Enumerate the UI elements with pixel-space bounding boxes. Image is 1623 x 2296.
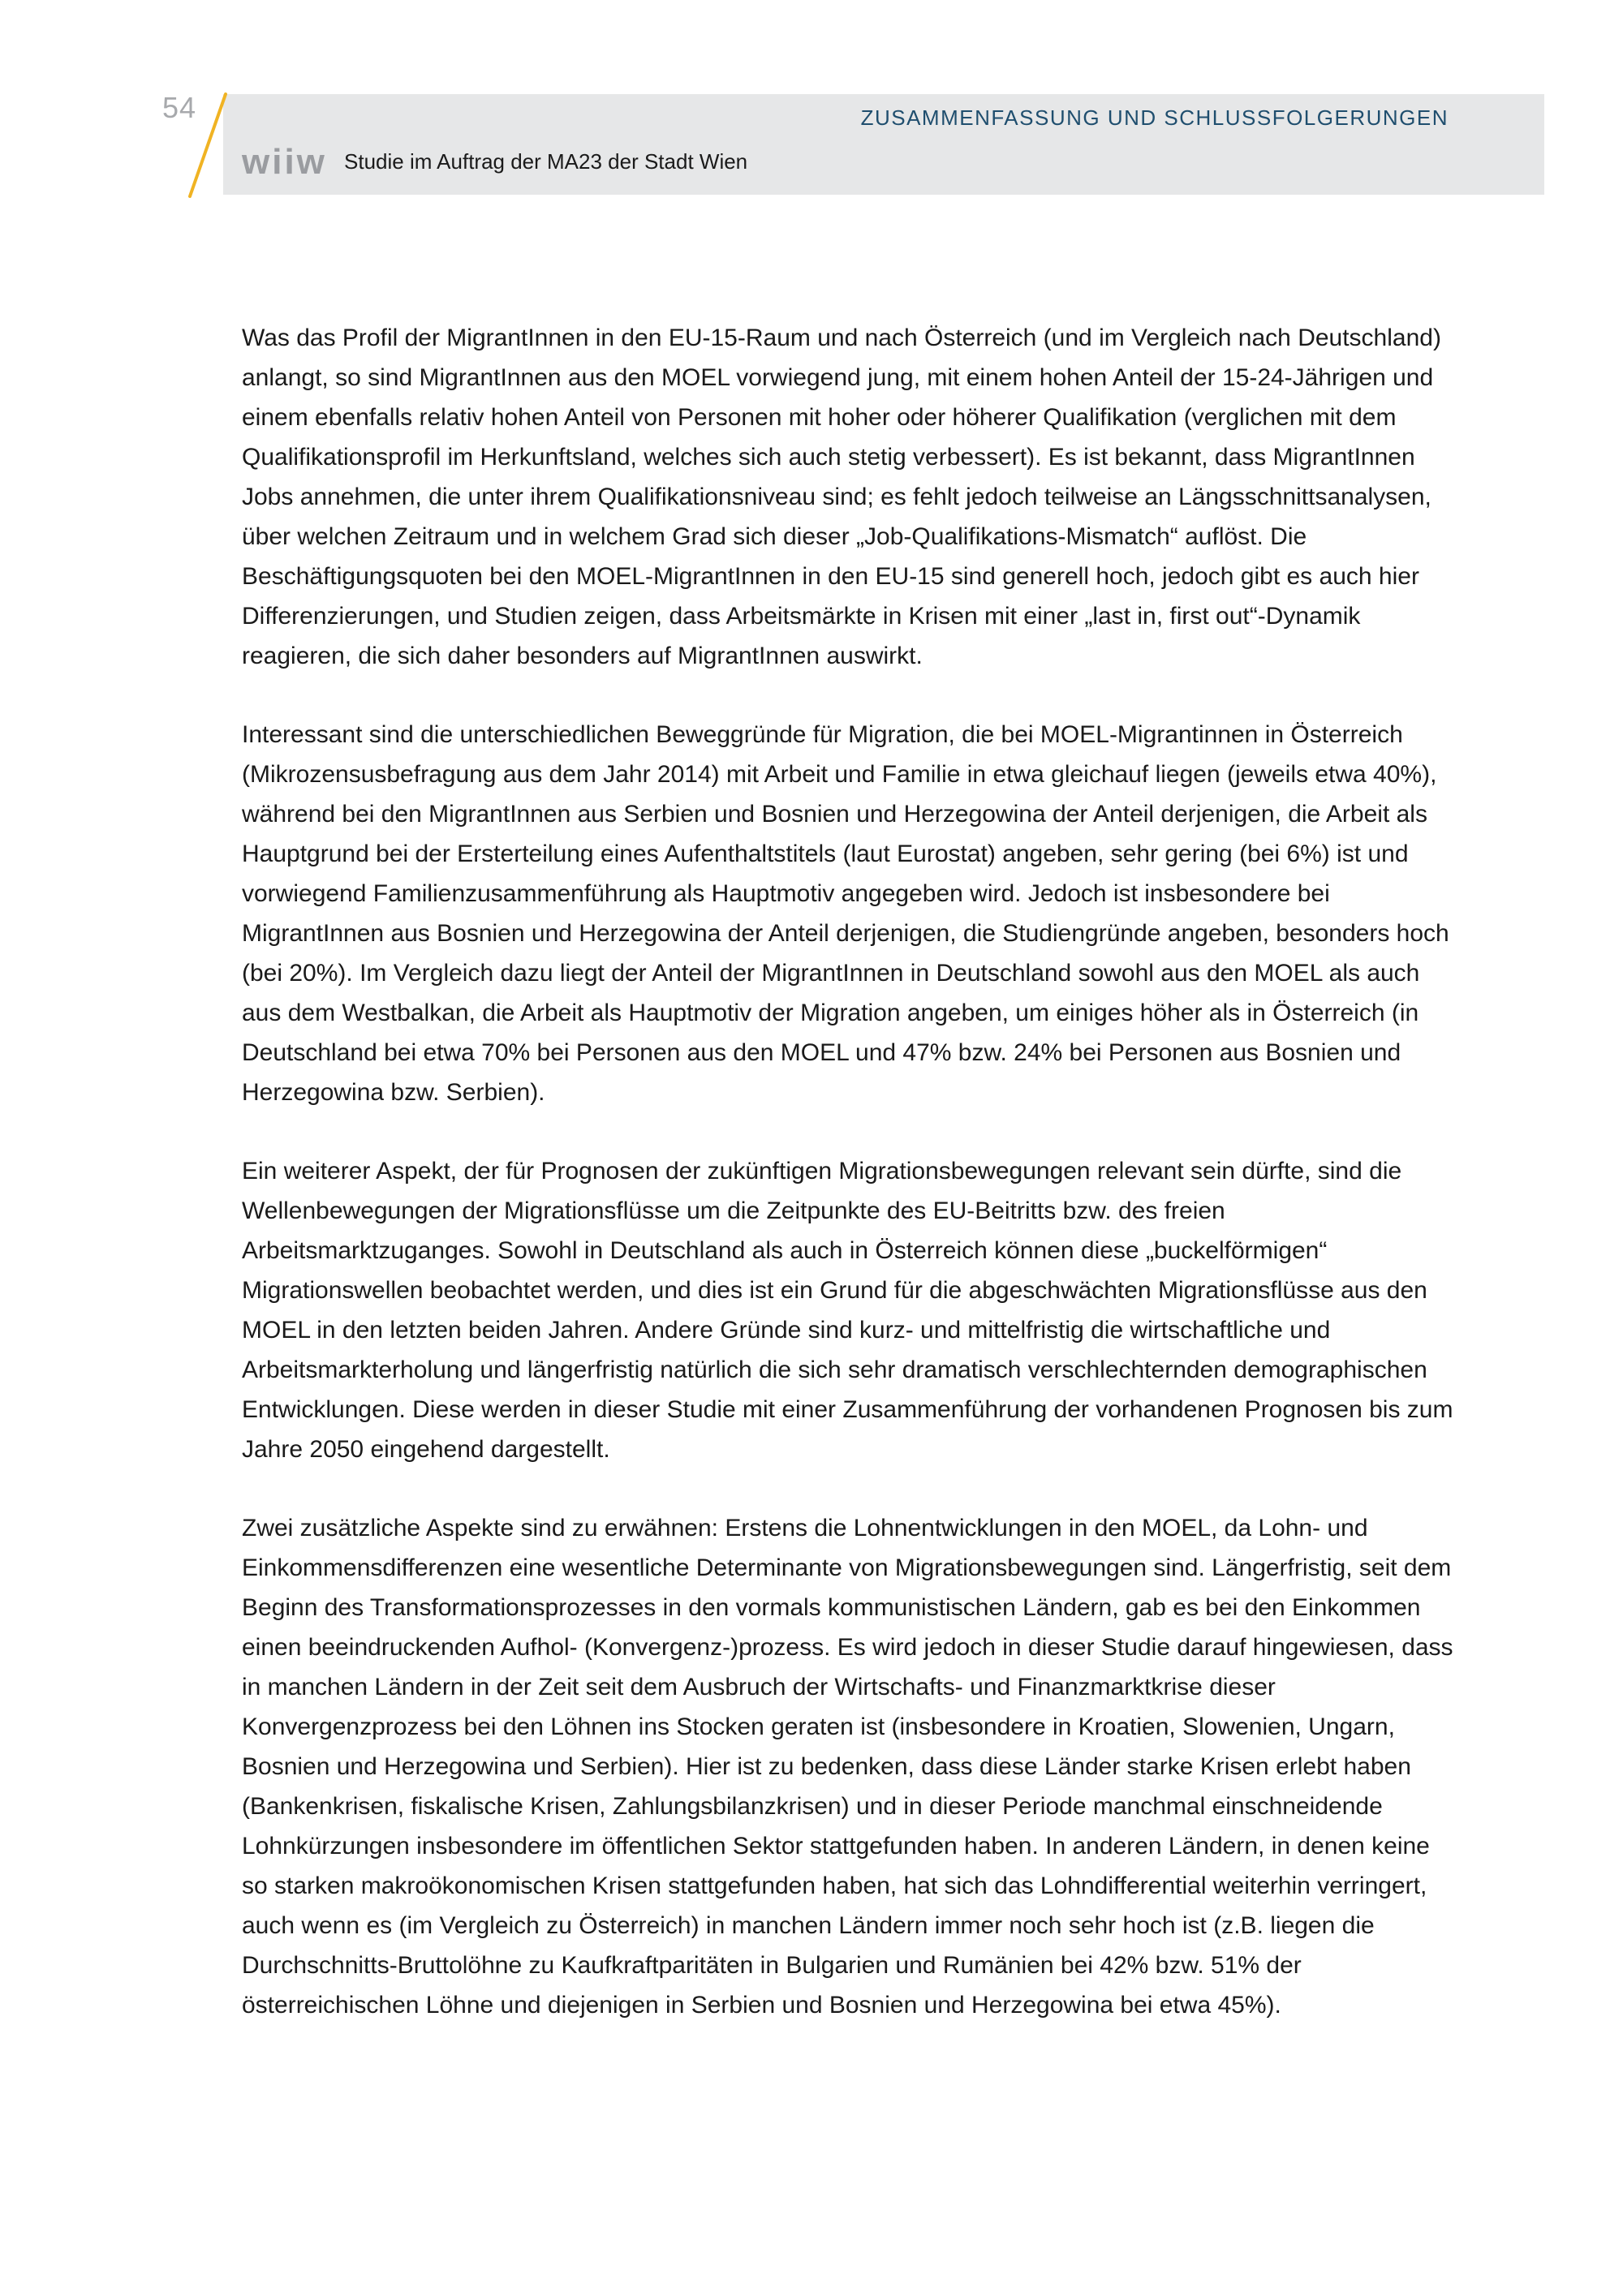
body-text	[242, 318, 1456, 2064]
paragraph: Zwei zusätzliche Aspekte sind zu erwähnen: Erstens die Lohnentwicklungen in den MOEL, da Lohn- und Einkommensdifferenzen eine wesentliche Determinante von Migrationsbewegungen sind. Längerfristig, seit dem Beginn des Transformationsprozesses in den vormals kommunistischen Ländern, gab es bei den Einkommen einen beeindruckenden Aufhol- (Konvergenz-)prozess. Es wird jedoch in dieser Studie darauf hingewiesen, dass in manchen Ländern in der Zeit seit dem Ausbruch der Wirtschafts- und Finanzmarktkrise dieser Konvergenzprozess bei den Löhnen ins Stocken geraten ist (insbesondere in Kroatien, Slowenien, Ungarn, Bosnien und Herzegowina und Serbien). Hier ist zu bedenken, dass diese Länder starke Krisen erlebt haben (Bankenkrisen, fiskalische Krisen, Zahlungsbilanzkrisen) und in dieser Periode manchmal einschneidende Lohnkürzungen insbesondere im öffentlichen Sektor stattgefunden haben. In anderen Ländern, in denen keine so starken makroökonomischen Krisen stattgefunden haben, hat sich das Lohndifferential weiterhin verringert, auch wenn es (im Vergleich zu Österreich) in manchen Ländern immer noch sehr hoch ist (z.B. liegen die Durchschnitts-Bruttolöhne zu Kaufkraftparitäten in Bulgarien und Rumänien bei 42% bzw. 51% der österreichischen Löhne und diejenigen in Serbien und Bosnien und Herzegowina bei etwa 45%).	[242, 1515, 1453, 2019]
paragraph: Ein weiterer Aspekt, der für Prognosen der zukünftigen Migrationsbewegungen relevant sein dürfte, sind die Wellenbewegungen der Migrationsflüsse um die Zeitpunkte des EU-Beitritts bzw. des freien Arbeitsmarktzuganges. Sowohl in Deutschland als auch in Österreich können diese „buckelförmigen“ Migrationswellen beobachtet werden, und dies ist ein Grund für die abgeschwächten Migrationsflüsse aus den MOEL in den letzten beiden Jahren. Andere Gründe sind kurz- und mittelfristig die wirtschaftliche und Arbeitsmarkterholung und längerfristig natürlich die sich sehr dramatisch verschlechternden demographischen Entwicklungen. Diese werden in dieser Studie mit einer Zusammenführung der vorhandenen Prognosen bis zum Jahre 2050 eingehend dargestellt.	[242, 1158, 1453, 1463]
paragraph: Interessant sind die unterschiedlichen Beweggründe für Migration, die bei MOEL-Migrantinnen in Österreich (Mikrozensusbefragung aus dem Jahr 2014) mit Arbeit und Familie in etwa gleichauf liegen (jeweils etwa 40%), während bei den MigrantInnen aus Serbien und Bosnien und Herzegowina der Anteil derjenigen, die Arbeit als Hauptgrund bei der Ersterteilung eines Aufenthaltstitels (laut Eurostat) angeben, sehr gering (bei 6%) ist und vorwiegend Familienzusammenführung als Hauptmotiv angegeben wird. Jedoch ist insbesondere bei MigrantInnen aus Bosnien und Herzegowina der Anteil derjenigen, die Studiengründe angeben, besonders hoch (bei 20%). Im Vergleich dazu liegt der Anteil der MigrantInnen in Deutschland sowohl aus den MOEL als auch aus dem Westbalkan, die Arbeit als Hauptmotiv der Migration angeben, um einiges höher als in Österreich (in Deutschland bei etwa 70% bei Personen aus den MOEL und 47% bzw. 24% bei Personen aus Bosnien und Herzegowina bzw. Serbien).	[242, 721, 1449, 1106]
wiiw-logo: wiiw	[242, 142, 327, 182]
paragraph: Was das Profil der MigrantInnen in den EU-15-Raum und nach Österreich (und im Vergleich nach Deutschland) anlangt, so sind MigrantInnen aus den MOEL vorwiegend jung, mit einem hohen Anteil der 15-24-Jährigen und einem ebenfalls relativ hohen Anteil von Personen mit hoher oder höherer Qualifikation (verglichen mit dem Qualifikationsprofil im Herkunftsland, welches sich auch stetig verbessert). Es ist bekannt, dass MigrantInnen Jobs annehmen, die unter ihrem Qualifikationsniveau sind; es fehlt jedoch teilweise an Längsschnittsanalysen, über welchen Zeitraum und in welchem Grad sich dieser „Job-Qualifikations-Mismatch“ auflöst. Die Beschäftigungsquoten bei den MOEL-MigrantInnen in den EU-15 sind generell hoch, jedoch gibt es auch hier Differenzierungen, und Studien zeigen, dass Arbeitsmärkte in Krisen mit einer „last in, first out“-Dynamik reagieren, die sich daher besonders auf MigrantInnen auswirkt.	[242, 325, 1441, 669]
header-subtitle: Studie im Auftrag der MA23 der Stadt Wien	[344, 149, 748, 174]
accent-slash-icon	[183, 92, 232, 198]
page-number: 54	[162, 91, 197, 124]
section-title: ZUSAMMENFASSUNG UND SCHLUSSFOLGERUNGEN	[860, 105, 1449, 130]
